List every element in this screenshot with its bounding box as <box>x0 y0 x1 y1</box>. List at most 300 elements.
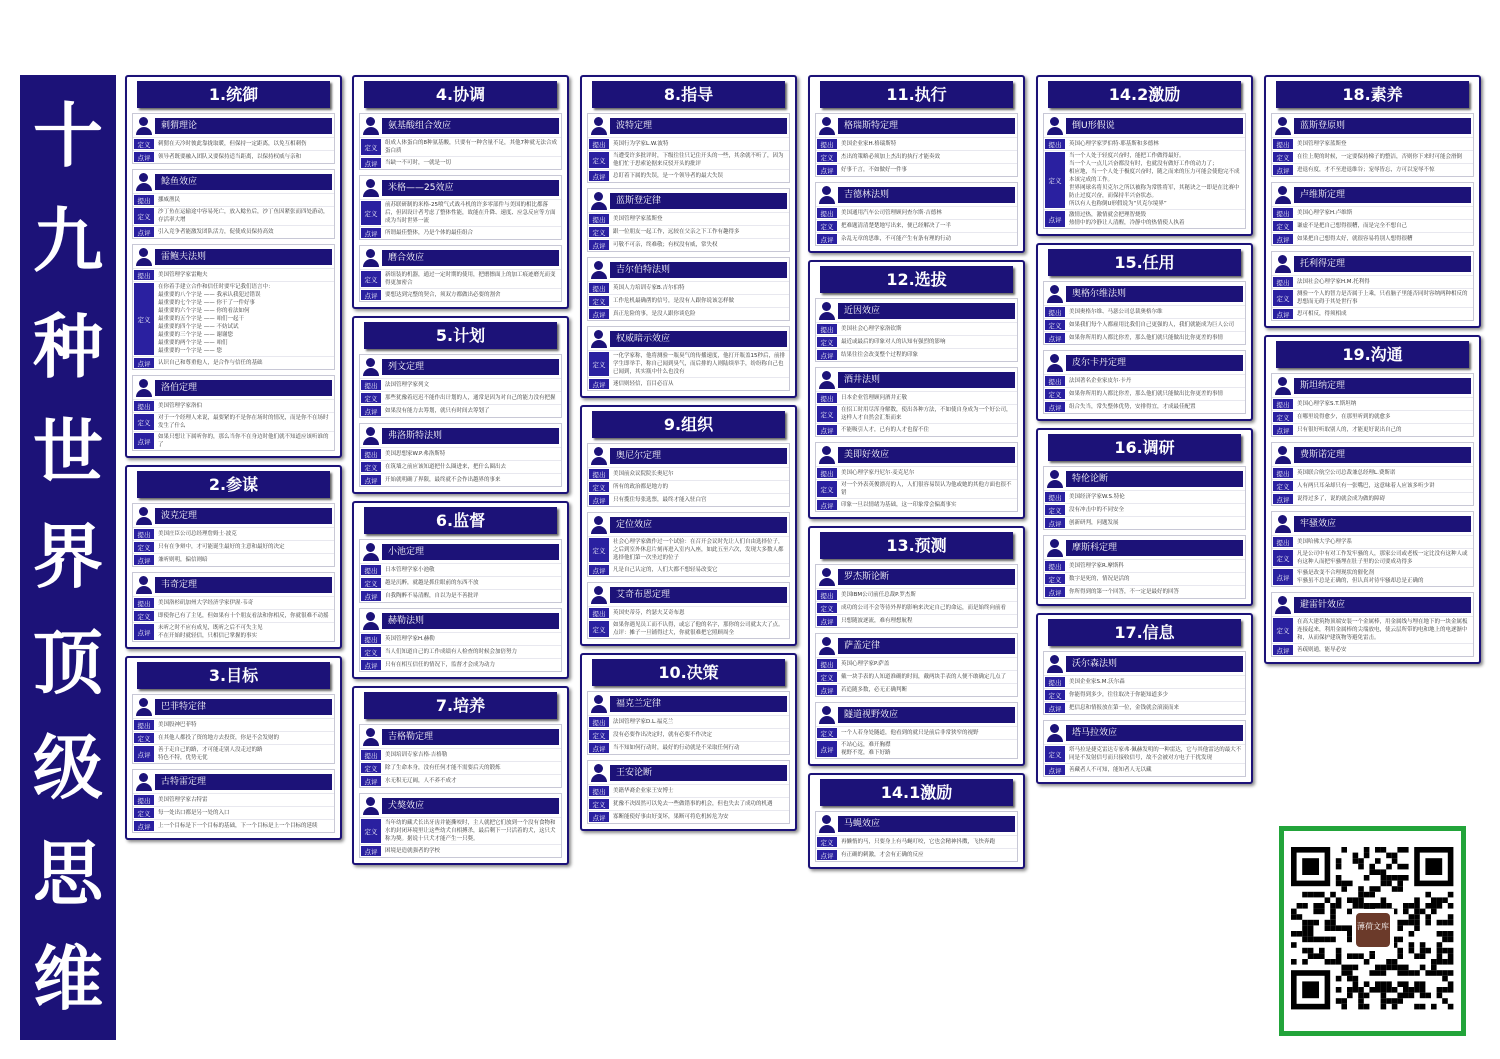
theory-row <box>1272 397 1473 410</box>
row-label: 提出 <box>589 469 609 479</box>
person-icon <box>590 261 610 279</box>
column-6 <box>1264 75 1481 671</box>
theory-row <box>133 281 334 356</box>
theory-row <box>360 226 561 239</box>
theory-card <box>359 793 562 858</box>
row-label: 定义 <box>1045 746 1065 762</box>
theory-row <box>816 588 1017 601</box>
topic-group <box>808 260 1025 519</box>
topic-group <box>1264 75 1481 328</box>
person-icon <box>818 446 838 464</box>
row-label: 定义 <box>361 393 381 403</box>
row-text: 在高大建筑物顶端安装一个金属棒，用金属线与埋在地下的一块金属板连接起来，利用金属棒的尖端放电，使云层所带的电和地上的电逐渐中和，从而保护建筑物等避免雷击。 <box>1297 619 1468 641</box>
row-text: 善于走自己的路，才可能走别人没走过的路 特色不特，优势无优 <box>158 747 263 761</box>
row-text: 社会心理学家做作过一个试验：在召开会议时先让人们自由选择位子，之后到室外休息片刻再进入室内入座，如此五至六次，发现大多数人都选择他们第一次坐过的位子 <box>613 539 784 561</box>
row-label: 点评 <box>817 350 837 360</box>
row-text: 当不知如何行动时，最好的行动就是不采取任何行动 <box>613 745 740 751</box>
row-text: 只有在相互信任的情况下，监督才会成为动力 <box>385 662 496 668</box>
theory-row <box>360 563 561 576</box>
row-label: 点评 <box>1045 703 1065 713</box>
row-text: 法国著名企业家皮尔·卡丹 <box>1069 378 1132 384</box>
group-title: 7.培养 <box>364 692 557 719</box>
row-label: 定义 <box>817 337 837 347</box>
group-title: 14.2激励 <box>1048 81 1241 108</box>
row-text: 在招工时用尽浑身解数，使出各种方法，不如使自身成为一个好公司，这样人才自然会汇集而来 <box>841 407 1012 421</box>
row-text: 对一个外表英俊漂亮的人，人们很容易误认为他或她的其他方面也很不错 <box>841 482 1012 496</box>
row-text: 美国奥格尔维、马瑟公司总裁奥格尔维 <box>1069 309 1163 315</box>
row-label: 点评 <box>589 812 609 822</box>
theory-name: 沃尔森法则 <box>1066 656 1243 672</box>
row-text: 创新研判，问题发展 <box>1069 520 1119 526</box>
person-icon <box>818 637 838 655</box>
theory-row <box>1272 616 1473 643</box>
theory-row <box>588 480 789 493</box>
theory-name: 萨盖定律 <box>838 638 1015 654</box>
theory-row <box>588 238 789 251</box>
theory-row <box>816 835 1017 848</box>
theory-card <box>1043 350 1246 414</box>
row-text: 美国洛杉矶加州大学经济学家伊渥·韦奇 <box>158 600 254 606</box>
row-label: 提出 <box>589 214 609 224</box>
row-label: 点评 <box>589 171 609 181</box>
row-text: 好事千言，不如做好一件事 <box>841 167 908 173</box>
theory-row <box>816 601 1017 614</box>
row-text: 美国企业家S.M.沃尔森 <box>1069 679 1125 685</box>
row-text: 把信息和情报放在第一位，金钱就会滚滚而来 <box>1069 705 1180 711</box>
topic-group <box>352 686 569 865</box>
theory-row <box>1272 275 1473 288</box>
theory-card <box>587 188 790 252</box>
qr-logo-text: 薄荷文库 <box>1357 922 1389 931</box>
row-text: 美国庄臣公司总经理詹姆士·波克 <box>158 531 237 537</box>
theory-row <box>133 596 334 609</box>
person-icon <box>818 117 838 135</box>
row-label: 点评 <box>1045 587 1065 597</box>
person-icon <box>590 117 610 135</box>
qr-code-pattern <box>1284 831 1461 1031</box>
theory-name: 赫勒法则 <box>382 613 559 629</box>
theory-row <box>1272 163 1473 176</box>
row-label: 点评 <box>1045 402 1065 412</box>
theory-row <box>816 739 1017 758</box>
row-label: 点评 <box>361 158 381 168</box>
theory-row <box>1272 219 1473 232</box>
row-text: 法国管理学家列文 <box>385 382 430 388</box>
theory-row <box>133 553 334 566</box>
theory-row <box>1272 410 1473 423</box>
row-label: 点评 <box>1273 165 1293 175</box>
theory-name: 隧道视野效应 <box>838 707 1015 723</box>
row-text: 美国哈佛大学心理学系 <box>1297 539 1353 545</box>
theory-row <box>360 137 561 156</box>
row-text: 美国通用汽车公司管理顾问查尔斯·吉德林 <box>841 210 942 216</box>
row-label: 提出 <box>361 565 381 575</box>
theory-row <box>816 219 1017 232</box>
row-text: 美国管理学家R.摩斯科 <box>1069 563 1124 569</box>
theory-card <box>132 694 335 764</box>
row-text: 除了生命本身，没有任何才能不需要后天的锻炼 <box>385 765 501 771</box>
theory-card <box>815 367 1018 437</box>
theory-name: 马蝇效应 <box>838 816 1015 832</box>
person-icon <box>590 447 610 465</box>
row-label: 点评 <box>134 821 154 831</box>
row-label: 点评 <box>361 406 381 416</box>
theory-row <box>588 493 789 506</box>
theory-row <box>1272 535 1473 548</box>
person-icon <box>135 576 155 594</box>
row-text: 如果你所用的人都比你差，那么他们就只能做出比你更差的事情 <box>1069 391 1224 397</box>
group-title: 6.监督 <box>364 507 557 534</box>
row-label: 定义 <box>134 139 154 149</box>
theory-name: 蓝斯登原则 <box>1294 118 1471 134</box>
row-label: 定义 <box>361 819 381 843</box>
theory-name: 皮尔卡丹定理 <box>1066 355 1243 371</box>
theory-row <box>133 819 334 832</box>
row-text: 兼听则明，偏信则暗 <box>158 557 208 563</box>
theory-card <box>359 423 562 487</box>
theory-name: 小池定理 <box>382 544 559 560</box>
theory-row <box>588 741 789 754</box>
row-label: 提出 <box>361 750 381 760</box>
theory-name: 犬獒效应 <box>382 798 559 814</box>
topic-group <box>808 526 1025 766</box>
row-text: 再懒惰的马，只要身上有马蝇叮咬，它也会精神抖擞，飞快奔跑 <box>841 839 996 845</box>
theory-card <box>587 760 790 824</box>
row-text: 当人们知道自己的工作成绩有人检查的时候会加倍努力 <box>385 649 518 655</box>
row-text: 思可相反，得须相成 <box>1297 311 1347 317</box>
row-text: 寡断能使好事由好变坏，果断可将危机转危为安 <box>613 814 729 820</box>
theory-card <box>587 512 790 577</box>
row-text: 自我陶醉不易清醒，自以为是不善批评 <box>385 593 479 599</box>
row-text: 在其他人都投了资的地方去投资，你是不会发财的 <box>158 735 280 741</box>
row-text: 在往上爬的时候，一定要保持梯子的整洁，否则你下来时可能会滑倒 <box>1297 154 1463 160</box>
person-icon <box>818 302 838 320</box>
title-char: 维 <box>33 938 103 1021</box>
person-icon <box>1046 539 1066 557</box>
theory-row <box>588 810 789 823</box>
row-text: 戴一块手表的人知道准确的时间，戴两块手表的人便不敢确定几点了 <box>841 674 1007 680</box>
row-text: 如果你遇见员工而不认得，或忘了他的名字，那你的公司就太大了点。点评：摊子一旦铺得过大，你就很难把它照顾周全 <box>613 622 784 636</box>
theory-row <box>1044 374 1245 387</box>
person-icon <box>1046 117 1066 135</box>
theory-row <box>133 225 334 238</box>
row-text: 测验一个人的智力是否属于上乘，只看脑子里能否同时容纳两种相反的思想而无碍于其处世行事 <box>1297 291 1468 305</box>
row-label: 提出 <box>589 786 609 796</box>
row-label: 定义 <box>817 406 837 422</box>
row-label: 定义 <box>134 283 154 355</box>
row-text: 美国前众议院院长奥尼尔 <box>613 471 674 477</box>
row-text: 美国管理学家洛伯 <box>158 403 203 409</box>
topic-group <box>125 75 342 458</box>
person-icon <box>818 568 838 586</box>
theory-card <box>815 182 1018 246</box>
theory-name: 托利得定理 <box>1294 256 1471 272</box>
theory-card <box>1271 251 1474 321</box>
row-text: 美国培训专家吉格·吉格勒 <box>385 752 448 758</box>
main-title <box>20 75 116 1040</box>
theory-card <box>1043 535 1246 599</box>
row-text: 美国管理学家雷鲍夫 <box>158 272 208 278</box>
row-text: 印象一旦以情绪为基础，这一印象常会偏离事实 <box>841 502 957 508</box>
row-label: 定义 <box>817 672 837 682</box>
row-text: 如果没有能力去筹划，就只有时间去筹划了 <box>385 408 490 414</box>
theory-card <box>359 608 562 672</box>
theory-row <box>1272 307 1473 320</box>
row-label: 提出 <box>817 208 837 218</box>
theory-card <box>359 354 562 418</box>
row-text: 引入竞争者能激发团队活力，促使成员保持高效 <box>158 229 274 235</box>
row-label: 定义 <box>589 296 609 306</box>
row-text: 日本管理学家小池敬 <box>385 567 435 573</box>
row-label: 点评 <box>1045 333 1065 343</box>
row-text: 人有两只耳朵却只有一张嘴巴，这意味着人应该多听少讲 <box>1297 483 1435 489</box>
row-text: 只有在争辩中，才可能诞生最好的主意和最好的决定 <box>158 544 285 550</box>
person-icon <box>590 330 610 348</box>
row-text: 不站心远，难开胸襟 视野不宽，难下好路 <box>841 742 891 756</box>
person-icon <box>135 773 155 791</box>
theory-row <box>588 169 789 182</box>
row-label: 定义 <box>589 352 609 376</box>
theory-card <box>359 724 562 788</box>
row-text: 总盯着下属的失误，是一个领导者的最大失误 <box>613 173 724 179</box>
row-label: 定义 <box>817 728 837 738</box>
row-text: 一个人若身处隧道，他看到的就只是前后非常狭窄的视野 <box>841 730 979 736</box>
column-4 <box>808 75 1025 876</box>
row-label: 点评 <box>1045 211 1065 227</box>
row-label: 点评 <box>589 495 609 505</box>
row-label: 点评 <box>1273 645 1293 655</box>
topic-group <box>580 653 797 831</box>
group-title: 12.选拔 <box>820 266 1013 293</box>
group-title: 9.组织 <box>592 411 785 438</box>
row-text: 美国心理学家H.卢维斯 <box>1297 210 1353 216</box>
theory-card <box>359 539 562 603</box>
person-icon <box>1274 186 1294 204</box>
row-text: 进退有度，才不至进退维谷；宠辱皆忘，方可以宠辱不惊 <box>1297 167 1435 173</box>
theory-row <box>1044 305 1245 318</box>
theory-row <box>133 718 334 731</box>
title-char: 九 <box>33 200 103 283</box>
theory-card <box>132 769 335 833</box>
theory-row <box>816 423 1017 436</box>
theory-card <box>587 443 790 507</box>
theory-name: 蓝斯登定律 <box>610 193 787 209</box>
row-label: 定义 <box>1273 481 1293 491</box>
theory-row <box>1044 387 1245 400</box>
theory-row <box>1044 503 1245 516</box>
theory-row <box>360 774 561 787</box>
row-label: 定义 <box>589 227 609 237</box>
row-text: 只想随波逐流，难有理想航程 <box>841 618 913 624</box>
row-label: 定义 <box>817 837 837 847</box>
row-label: 提出 <box>134 795 154 805</box>
group-title: 18.素养 <box>1276 81 1469 108</box>
theory-row <box>588 150 789 169</box>
title-char: 级 <box>33 727 103 810</box>
row-text: 只有揽住每张选票，最终才能入驻白宫 <box>613 497 707 503</box>
row-text: 你所得到的第一个回答，不一定是最好的回答 <box>1069 589 1180 595</box>
theory-row <box>1044 559 1245 572</box>
row-text: 杂乱无章的思维，不可能产生有条有理的行动 <box>841 236 952 242</box>
theory-row <box>588 294 789 307</box>
row-text: 在你着手建立合作和信任时要牢记我们语言中： 最重要的八个字是 —— 我承认我犯过错误 最重要的七个字是 —— 你干了一件好事 最重要的六个字是 —— 你的看法如何 最重要的五个字是 —— 咱们一起干 最重要的四个字是 —— 不妨试试 最重要的三个字是 —— 谢谢您 最重要的两个字是 —— 咱们 最重要的一个字是 —— 您 <box>158 284 274 354</box>
person-icon <box>362 117 382 135</box>
row-text: 激情过热，激情就会把理智烧毁 热情中的冷静让人清醒，冷静中的热情使人执着 <box>1069 212 1185 226</box>
row-label: 点评 <box>361 660 381 670</box>
theory-name: 雷鲍夫法则 <box>155 249 332 265</box>
theory-row <box>133 193 334 206</box>
row-text: 凡是公司中有对工作发牢骚的人，那家公司或老板一定比没有这种人或有这种人而把牢骚埋在肚子里的公司要成功得多 <box>1297 551 1468 565</box>
row-text: 美国管理学家蓝斯登 <box>1297 141 1347 147</box>
person-icon <box>818 706 838 724</box>
row-label: 定义 <box>361 578 381 588</box>
theory-row <box>588 350 789 377</box>
theory-row <box>1044 150 1245 209</box>
topic-group <box>580 75 797 398</box>
row-label: 定义 <box>817 152 837 162</box>
row-text: 美籍华裔企业家王安博士 <box>613 788 674 794</box>
theory-row <box>816 683 1017 696</box>
theory-row <box>360 269 561 288</box>
theory-card <box>132 503 335 567</box>
theory-row <box>1272 466 1473 479</box>
person-icon <box>590 695 610 713</box>
row-label: 定义 <box>1045 152 1065 208</box>
row-text: 当缺一不可时，一就是一切 <box>385 160 452 166</box>
theory-row <box>1272 423 1473 436</box>
theory-row <box>1272 232 1473 245</box>
row-label: 提出 <box>1045 561 1065 571</box>
theory-row <box>816 348 1017 361</box>
row-label: 提出 <box>589 283 609 293</box>
column-2 <box>352 75 569 872</box>
row-label: 点评 <box>817 425 837 435</box>
row-label: 提出 <box>1273 208 1293 218</box>
row-label: 点评 <box>361 228 381 238</box>
row-text: 成功的公司不会等待外界的影响来决定自己的命运，而是始终向前看 <box>841 605 1007 611</box>
theory-row <box>360 576 561 589</box>
theory-name: 磨合效应 <box>382 250 559 266</box>
row-label: 点评 <box>361 846 381 856</box>
row-text: 那些犹豫着迟迟不能作出计划的人，通常是因为对自己的能力没有把握 <box>385 395 556 401</box>
row-text: 英国人力培训专家B.吉尔伯特 <box>613 285 685 291</box>
theory-row <box>360 404 561 417</box>
theory-card <box>132 244 335 370</box>
row-text: 凡是自己认定的，人们大都不想轻易改变它 <box>613 567 718 573</box>
row-label: 定义 <box>589 538 609 562</box>
theory-card <box>815 113 1018 177</box>
theory-row <box>1272 479 1473 492</box>
row-text: 没有必要作出决定时，就有必要不作决定 <box>613 732 713 738</box>
theory-card <box>1271 511 1474 587</box>
row-label: 定义 <box>361 201 381 225</box>
theory-row <box>1044 331 1245 344</box>
theory-name: 权威暗示效应 <box>610 331 787 347</box>
row-label: 点评 <box>1273 425 1293 435</box>
theory-row <box>360 817 561 844</box>
row-label: 提出 <box>134 401 154 411</box>
group-title: 14.1激励 <box>820 779 1013 806</box>
row-label: 点评 <box>589 240 609 250</box>
row-text: 美国企业家H.格瑞斯特 <box>841 141 897 147</box>
person-icon <box>135 248 155 266</box>
title-char: 种 <box>33 305 103 388</box>
row-label: 提出 <box>134 598 154 608</box>
theory-name: 吉尔伯特法则 <box>610 262 787 278</box>
row-text: 如果只想让下属听你的，那么当你不在身边时他们就不知道应该听谁的了 <box>158 434 329 448</box>
row-label: 提出 <box>134 529 154 539</box>
theory-card <box>359 175 562 240</box>
person-icon <box>590 192 610 210</box>
theory-name: 塔马拉效应 <box>1066 725 1243 741</box>
row-label: 定义 <box>1273 290 1293 306</box>
theory-card <box>815 811 1018 862</box>
person-icon <box>1046 470 1066 488</box>
person-icon <box>1274 377 1294 395</box>
row-label: 提出 <box>361 634 381 644</box>
row-label: 点评 <box>134 555 154 565</box>
theory-row <box>133 412 334 431</box>
theory-row <box>133 609 334 622</box>
person-icon <box>1046 354 1066 372</box>
row-label: 点评 <box>589 309 609 319</box>
row-label: 点评 <box>361 776 381 786</box>
row-text: 领导者既要融入团队又要保持适当距离，以保持权威与亲和 <box>158 154 302 160</box>
topic-group <box>352 316 569 494</box>
row-text: 水无积无辽阔，人不养不成才 <box>385 778 457 784</box>
row-label: 提出 <box>589 139 609 149</box>
group-title: 16.调研 <box>1048 434 1241 461</box>
theory-card <box>359 245 562 302</box>
theory-name: 弗洛斯特法则 <box>382 428 559 444</box>
row-text: 沙丁鱼在运输途中容易死亡，放入鲶鱼后，沙丁鱼因紧张而四处游动，存活率大增 <box>158 209 329 223</box>
theory-name: 米格——25效应 <box>382 180 559 196</box>
theory-card <box>1043 113 1246 229</box>
row-label: 定义 <box>361 271 381 287</box>
person-icon <box>1274 596 1294 614</box>
group-title: 19.沟通 <box>1276 341 1469 368</box>
row-text: 真正危险的事，是没人跟你谈危险 <box>613 311 696 317</box>
theory-card <box>359 113 562 170</box>
person-icon <box>818 815 838 833</box>
column-5 <box>1036 75 1253 791</box>
person-icon <box>1274 117 1294 135</box>
theory-name: 倒U形假说 <box>1066 118 1243 134</box>
theory-row <box>816 848 1017 861</box>
title-char: 世 <box>33 411 103 494</box>
row-label: 点评 <box>817 741 837 757</box>
row-label: 定义 <box>589 482 609 492</box>
row-text: 刺猬在天冷时彼此靠拢取暖，但保持一定距离，以免互相刺伤 <box>158 141 307 147</box>
row-text: 组合失当，常失整体优势，安排得宜，才成最佳配置 <box>1069 404 1196 410</box>
person-icon <box>362 797 382 815</box>
theory-row <box>360 645 561 658</box>
theory-row <box>1044 688 1245 701</box>
theory-card <box>815 702 1018 759</box>
theory-name: 列文定理 <box>382 359 559 375</box>
theory-row <box>1044 516 1245 529</box>
group-title: 15.任用 <box>1048 249 1241 276</box>
person-icon <box>362 358 382 376</box>
row-label: 提出 <box>817 393 837 403</box>
row-label: 定义 <box>589 152 609 168</box>
theory-card <box>132 169 335 239</box>
row-label: 提出 <box>1273 468 1293 478</box>
person-icon <box>590 764 610 782</box>
row-label: 提出 <box>361 380 381 390</box>
row-text: 可敬不可亲，终难敬；有权没有威，常失权 <box>613 242 718 248</box>
theory-row <box>588 212 789 225</box>
